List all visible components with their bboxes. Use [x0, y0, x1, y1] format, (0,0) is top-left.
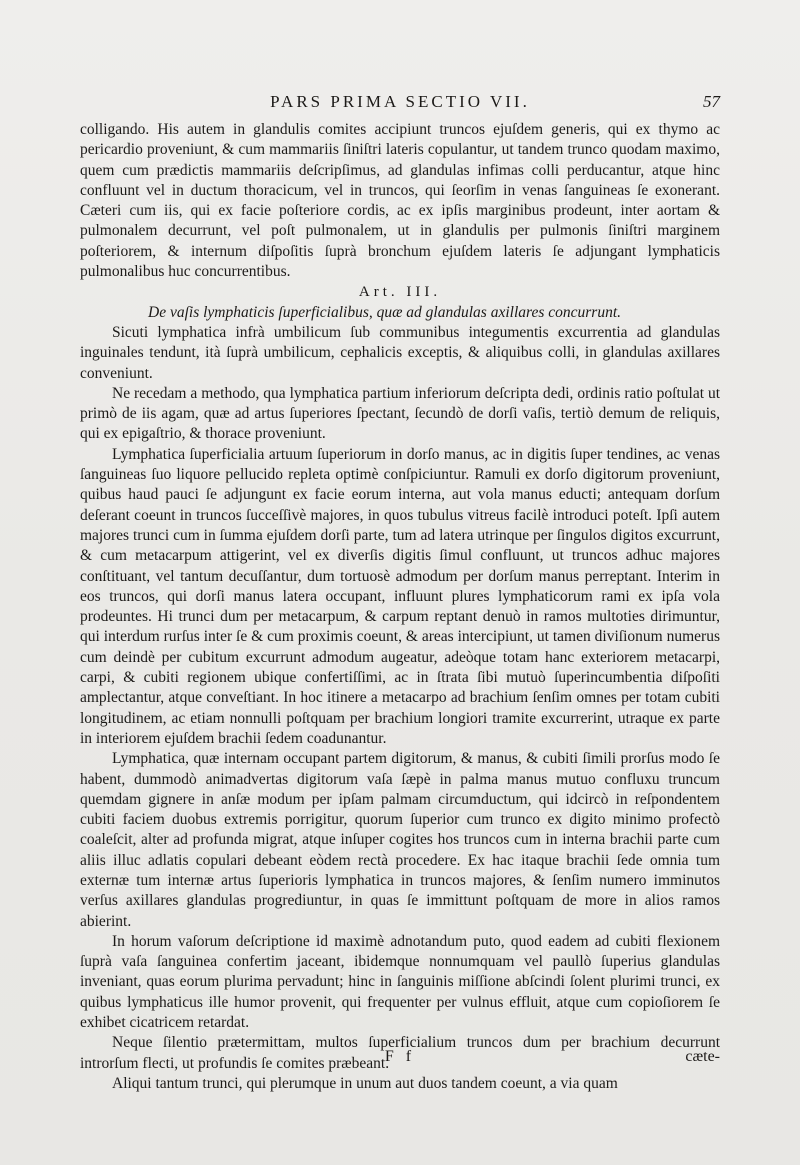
- paragraph-continuation: colligando. His autem in glandulis comites accipiunt truncos ejuſdem generis, qui ex thymo ac pericardio proveniunt, & cum mammariis ſiniſtri lateris copulantur, ut tandem trunco quodam maximo, quem cum prædictis mammariis deſcripſimus, ad glandulas infimas colli perducantur, atque hinc confluunt vel in ductum thoracicum, vel in truncos, qui ſeorſim in venas ſanguineas ſe exonerant. Cæteri cum iis, qui ex facie poſteriore cordis, ac ex ipſis marginibus prodeunt, inter aortam & pulmonalem decurrunt, vel poſt pulmonalem, ut in glandulis per pulmonis ſiniſtri marginem poſteriorem, & internum diſpoſitis ſuprà bronchum ejuſdem lateris ſe adjungant lymphaticis pulmonalibus huc concurrentibus.: [80, 121, 720, 281]
- signature-mark: F f: [384, 1048, 416, 1065]
- paragraph: Lymphatica ſuperficialia artuum ſuperiorum in dorſo manus, ac in digitis ſuper tendines, ac venas ſanguineas ſuo liquore pellucido repleta optimè conſpiciuntur. Ramuli ex dorſo digitorum proveniunt, quibus haud pauci ſe adjungunt ex facie eorum interna, aut vola manus educti; antequam dorſum deſerant coeunt in truncos ſucceſſivè majores, in quos tubulus vitreus facilè introduci poteſt. Ipſi autem majores trunci cum in ſumma ejuſdem dorſi parte, tum ad latera utrinque per ſingulos digitos excurrunt, & cum metacarpum attigerint, vel ex diverſis digitis ſimul confluunt, ut truncos adhuc majores conſtituant, vel tantum decuſſantur, dum tortuosè admodum per dorſum manus perreptant. Interim in eos truncos, qui dorſi manus latera occupant, influunt plures lymphaticorum rami ex ipſa vola prodeuntes. Hi trunci dum per metacarpum, & carpum reptant denuò in ramos multoties dirimuntur, qui interdum rurſus inter ſe & cum proximis coeunt, & areas intercipiunt, ut tamen diviſionum numerus cum deindè per cubitum excurrunt admodum augeatur, adeòque totam hanc exteriorem metacarpi, carpi, & cubiti regionem ubique confertiſſimi, ac in ſtrata ſibi mutuò ſuperincumbentia diſpoſiti amplectantur, atque conveſtiant. In hoc itinere a metacarpo ad brachium ſenſim omnes per totam cubiti longitudinem, ac etiam nonnulli poſtquam per brachium longiori tramite excurrerint, utraque ex parte in interiorem ejuſdem brachii ſedem coadunantur.: [80, 445, 720, 747]
- paragraph: In horum vaſorum deſcriptione id maximè adnotandum puto, quod eadem ad cubiti flexionem ſuprà vaſa ſanguinea confertim jaceant, ibidemque nonnumquam vel paullò ſuperius glandulas inveniant, quas eorum plurima pervadunt; hinc in ſanguinis miſſione abſcindi ſolent plurimi trunci, ex quibus lymphaticus ille humor provenit, qui frequenter per vulnus effluit, atque cum copioſiorem ſe exhibet cicatricem retardat.: [80, 932, 720, 1032]
- running-head: [80, 92, 720, 118]
- running-head-title: PARS PRIMA SECTIO VII.: [270, 92, 530, 111]
- page-body: [80, 120, 720, 1094]
- paragraph: Ne recedam a methodo, qua lymphatica partium inferiorum deſcripta dedi, ordinis ratio poſtulat ut primò de iis agam, quæ ad artus ſuperiores ſpectant, ſecundò de dorſi vaſis, tertiò demum de reliquis, qui ex epigaſtrio, & thorace proveniunt.: [80, 384, 720, 443]
- catchword: cæte-: [685, 1048, 720, 1065]
- page-number: 57: [703, 92, 720, 111]
- paragraph: Neque ſilentio prætermittam, multos ſuperficialium truncos dum per brachium decurrunt introrſum flecti, ut profundis ſe comites præbeant.: [80, 1034, 720, 1072]
- paragraph: Sicuti lymphatica infrà umbilicum ſub communibus integumentis excurrentia ad glandulas inguinales tendunt, ità ſuprà umbilicum, cephalicis exceptis, & aliquibus colli, in glandulas axillares conveniunt.: [80, 323, 720, 382]
- paragraph: Aliqui tantum trunci, qui plerumque in unum aut duos tandem coeunt, a via quam: [112, 1074, 618, 1092]
- article-subtitle: De vaſis lymphaticis ſuperficialibus, quæ ad glandulas axillares concurrunt.: [148, 303, 621, 321]
- article-heading: Art. III.: [358, 284, 442, 301]
- paragraph: Lymphatica, quæ internam occupant partem digitorum, & manus, & cubiti ſimili prorſus modo ſe habent, dummodò animadvertas digitorum vaſa ſæpè in palma manus mutuo confluxu truncum quemdam gignere in anſæ modum per ipſam palmam circumductum, qui idcircò in reſpondentem cubiti faciem duobus extremis porrigitur, quorum ſuperior cum trunco ex digito minimo profectò coaleſcit, alter ad profunda migrat, atque inſuper cogites hos truncos cum in interna brachii parte cum aliis illuc adlatis copulari debeant eòdem rectà procedere. Ex hac itaque brachii ſede omnia tum externæ tum internæ artus ſuperioris lymphatica in truncos majores, & ſenſim numero imminutos verſus axillares glandulas progrediuntur, in quas ſe immittunt poſtquam de more in alios ramos abierint.: [80, 750, 720, 930]
- page-footer: [80, 1048, 720, 1072]
